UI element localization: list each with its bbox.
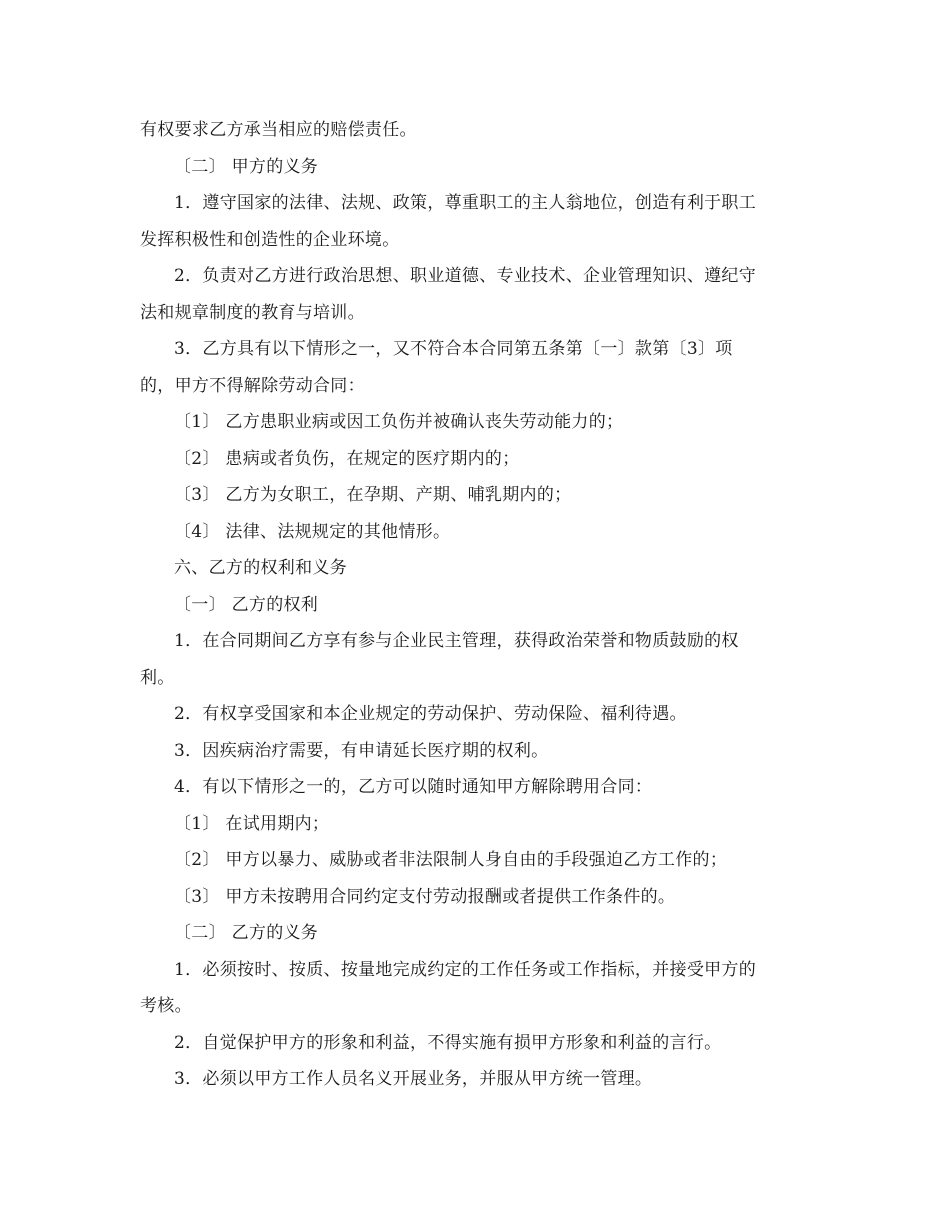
section-heading-obligations-party-a: 〔二〕 甲方的义务 [174,156,319,177]
list-item-4: 〔4〕 法律、法规规定的其他情形。 [174,521,451,542]
text-line-26: 2．自觉保护甲方的形象和利益，不得实施有损甲方形象和利益的言行。 [174,1032,722,1053]
text-line-4: 发挥积极性和创造性的企业环境。 [140,229,400,250]
text-line-8: 的，甲方不得解除劳动合同： [140,375,365,396]
text-line-3: 1．遵守国家的法律、法规、政策，尊重职工的主人翁地位，创造有利于职工 [174,193,757,213]
section-heading-rights-obligations-party-b: 六、乙方的权利和义务 [174,558,347,578]
list-item-6: 〔2〕 甲方以暴力、威胁或者非法限制人身自由的手段强迫乙方工作的； [174,850,728,870]
text-line-17: 2．有权享受国家和本企业规定的劳动保护、劳动保险、福利待遇。 [174,704,687,724]
text-line-5: 2．负责对乙方进行政治思想、职业道德、专业技术、企业管理知识、遵纪守 [174,266,757,286]
text-line-18: 3．因疾病治疗需要，有申请延长医疗期的权利。 [174,740,549,761]
section-heading-obligations-party-b: 〔二〕 乙方的义务 [174,923,319,943]
text-line-19: 4．有以下情形之一的，乙方可以随时通知甲方解除聘用合同： [174,777,653,797]
text-line-25: 考核。 [140,996,192,1016]
list-item-1: 〔1〕 乙方患职业病或因工负伤并被确认丧失劳动能力的； [174,412,624,432]
text-line-6: 法和规章制度的教育与培训。 [140,302,365,323]
text-line-16: 利。 [140,667,175,688]
section-heading-rights-party-b: 〔一〕 乙方的权利 [174,594,319,615]
document-page [140,112,820,1098]
list-item-7: 〔3〕 甲方未按聘用合同约定支付劳动报酬或者提供工作条件的。 [174,886,676,907]
text-line-1: 有权要求乙方承当相应的赔偿责任。 [140,120,417,140]
text-line-15: 1．在合同期间乙方享有参与企业民主管理，获得政治荣誉和物质鼓励的权 [174,631,739,651]
text-line-27: 3．必须以甲方工作人员名义开展业务，并服从甲方统一管理。 [174,1069,653,1089]
list-item-2: 〔2〕 患病或者负伤，在规定的医疗期内的； [174,448,520,469]
text-line-7: 3．乙方具有以下情形之一，又不符合本合同第五条第〔一〕款第〔3〕项 [174,339,733,359]
text-line-24: 1．必须按时、按质、按量地完成约定的工作任务或工作指标，并接受甲方的 [174,959,757,980]
list-item-5: 〔1〕 在试用期内； [174,813,330,834]
list-item-3: 〔3〕 乙方为女职工，在孕期、产期、哺乳期内的； [174,485,572,505]
